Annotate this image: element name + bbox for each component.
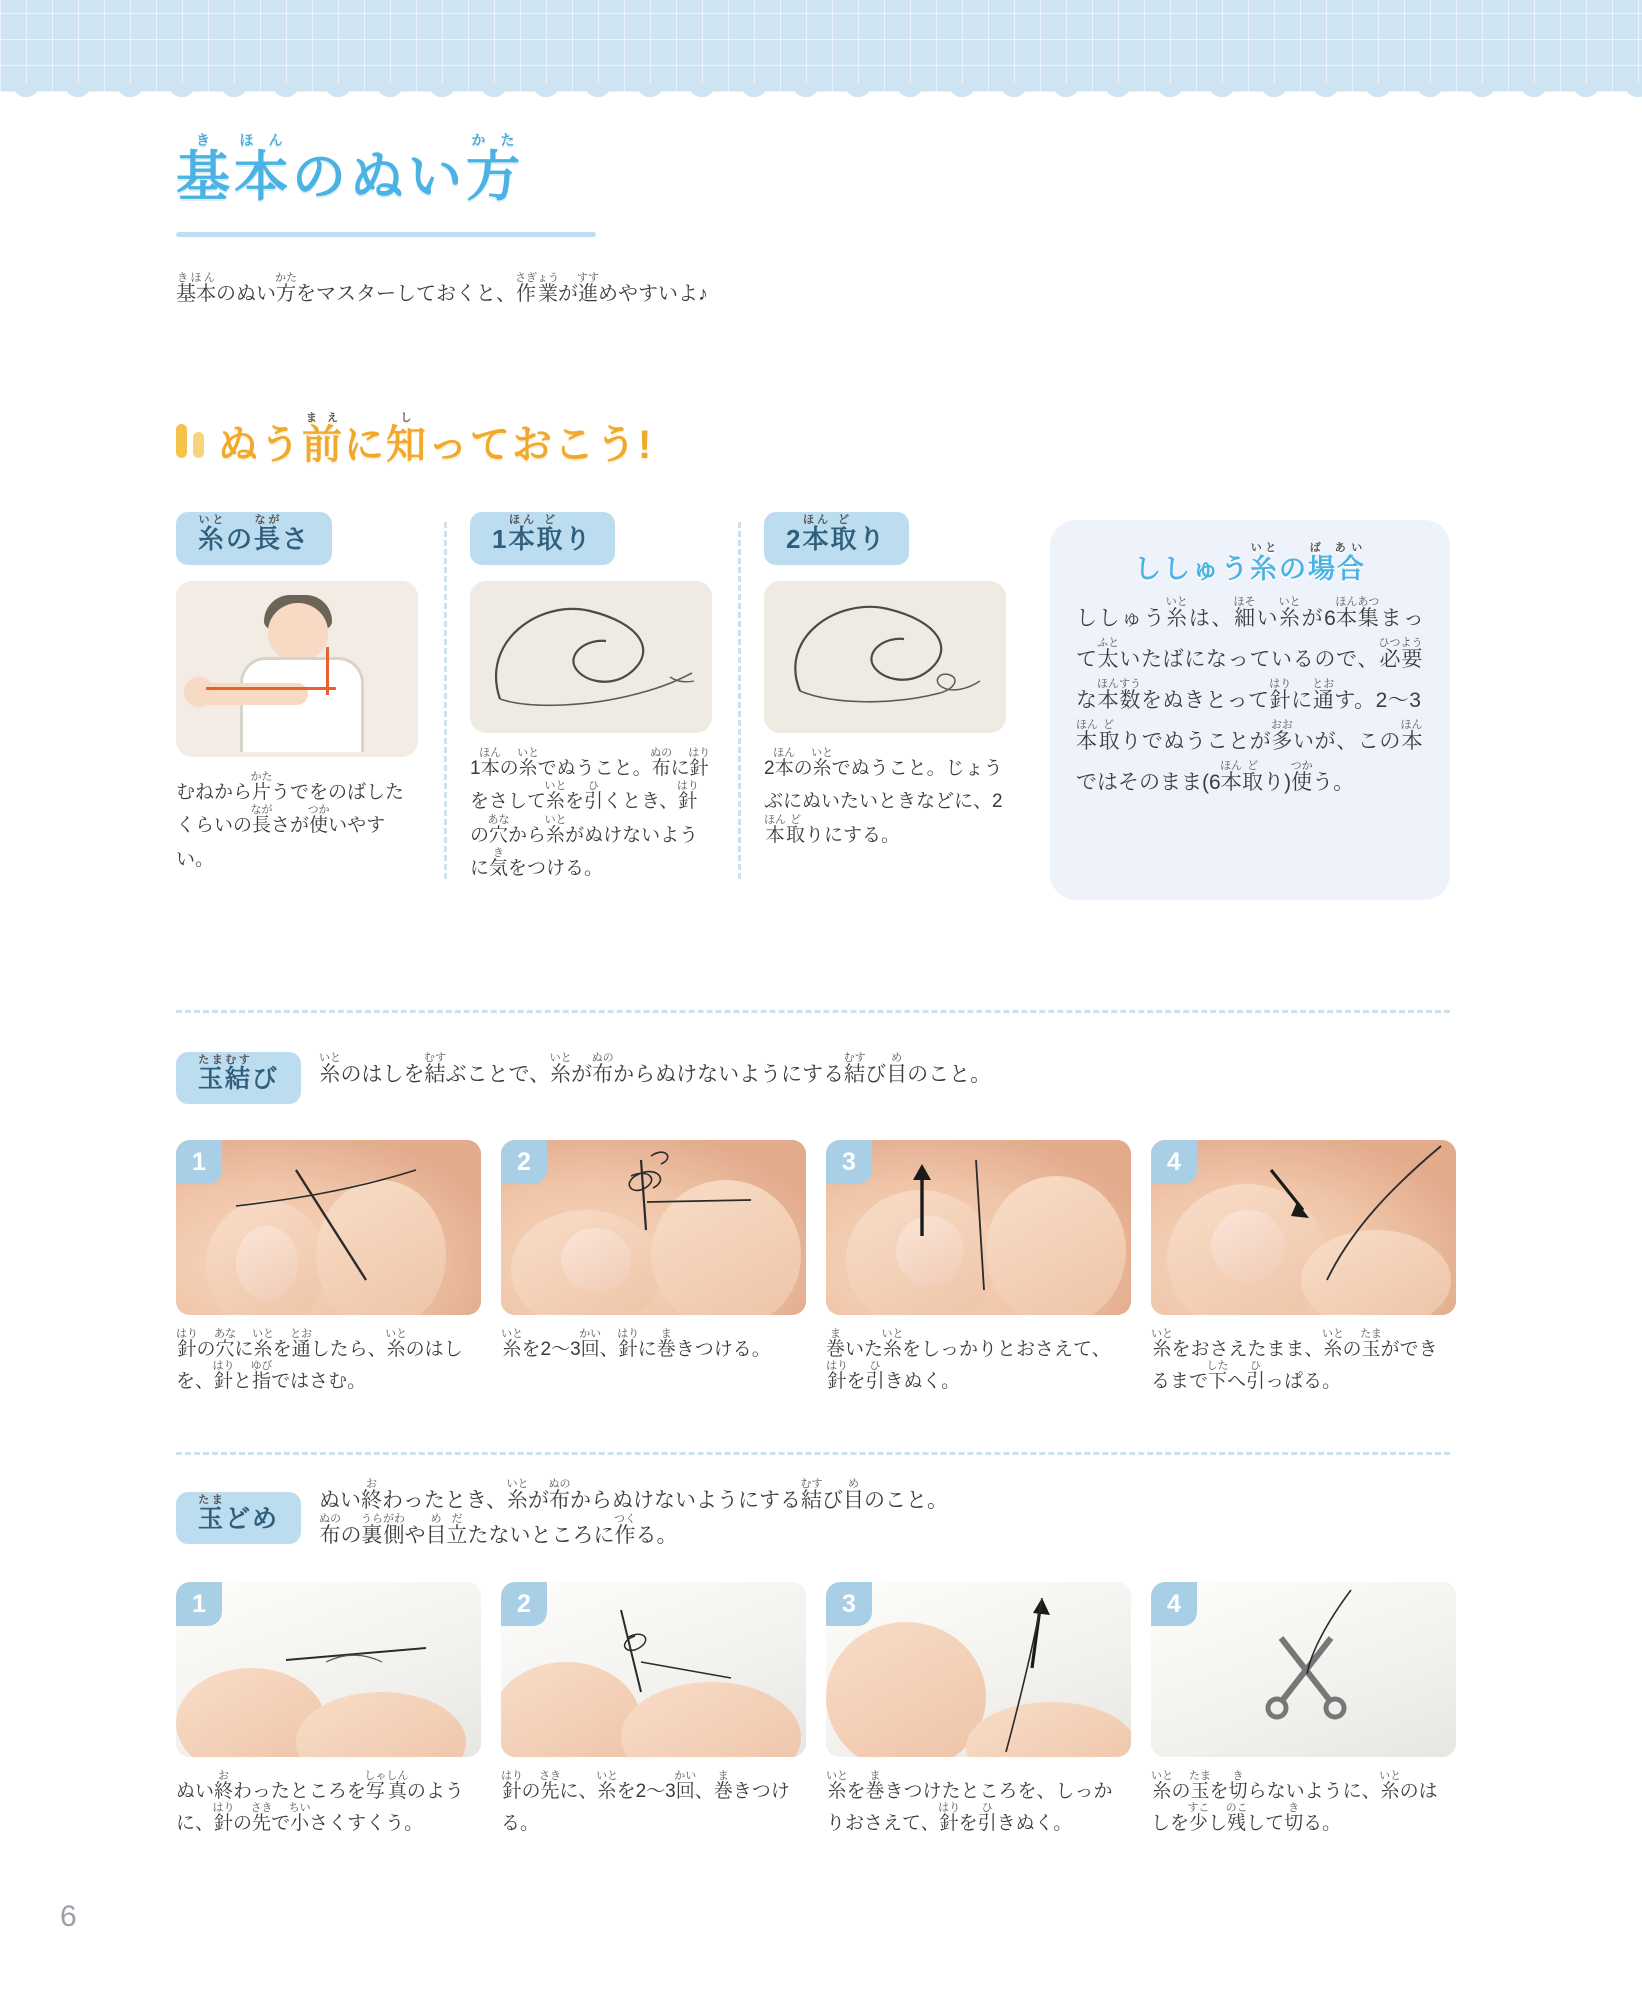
page-lede: 基本きほんのぬい方かたをマスターしておくと、作業さぎょうが進すすめやすいよ♪ bbox=[176, 272, 708, 305]
needle-thread-through-eye-photo bbox=[176, 1140, 481, 1315]
knot-end-steps bbox=[176, 1582, 1450, 1841]
needle-icon bbox=[764, 581, 1006, 733]
card-label: 1本ほん取どり bbox=[470, 512, 615, 565]
boy-measuring-thread-illustration bbox=[176, 581, 418, 757]
needle-single-thread-photo bbox=[470, 581, 712, 733]
step-item bbox=[826, 1582, 1131, 1841]
embroidery-floss-note bbox=[1050, 520, 1450, 900]
step-caption: 針はりの先さきに、糸いとを2〜3回かい、巻まきつける。 bbox=[501, 1770, 790, 1835]
cut-thread-leaving-tail-photo bbox=[1151, 1582, 1456, 1757]
step-caption: 糸いとの玉たまを切きらないように、糸いとのはしを少すこし残のこして切きる。 bbox=[1151, 1770, 1438, 1835]
section-marker-icon bbox=[176, 424, 204, 458]
section-divider bbox=[176, 1452, 1450, 1455]
card-caption: むねから片かたうでをのばしたくらいの長ながさが使つかいやすい。 bbox=[176, 771, 405, 870]
page-number: 6 bbox=[60, 1900, 77, 1933]
title-underline bbox=[176, 232, 596, 237]
step-caption: ぬい終おわったところを写真しゃしんのように、針はりの先さきで小ちいさくすくう。 bbox=[176, 1770, 464, 1835]
section-title: ぬう前まえに知しっておこう! bbox=[218, 412, 654, 467]
step-number: 4 bbox=[1151, 1582, 1197, 1626]
step-item bbox=[176, 1582, 481, 1841]
needle-tip-small-stitch-photo bbox=[176, 1582, 481, 1757]
section-header bbox=[176, 412, 653, 470]
decorative-top-band bbox=[0, 0, 1642, 92]
step-number: 2 bbox=[501, 1140, 547, 1184]
hold-and-pull-needle-photo bbox=[826, 1582, 1131, 1757]
page-title: 基き本ほんのぬい方かた bbox=[176, 132, 524, 207]
note-body: ししゅう糸いとは、細ほそい糸いとが6本集ほんあつまって太ふといたばになっているので、必要ひつような本数ほんすうをぬきとって針はりに通とおす。2〜3本ほん取どりでぬうことが多おおいが、この本ほんではそのまま(6本ほん取どり)使つかう。 bbox=[1076, 596, 1424, 794]
step-number: 2 bbox=[501, 1582, 547, 1626]
step-caption: 巻まいた糸いとをしっかりとおさえて、針はりを引ひきぬく。 bbox=[826, 1328, 1111, 1393]
card-thread-length bbox=[176, 512, 444, 885]
card-single-thread bbox=[444, 512, 738, 885]
basics-card-row bbox=[176, 512, 1036, 885]
card-label: 糸いとの長ながさ bbox=[176, 512, 332, 565]
card-divider bbox=[444, 522, 447, 879]
knot-start-description: 糸いとのはしを結むすぶことで、糸いとが布ぬのからぬけないようにする結むすび目めのこと。 bbox=[319, 1052, 992, 1086]
step-item bbox=[501, 1140, 806, 1399]
wrap-thread-on-needle-tip-photo bbox=[501, 1582, 806, 1757]
card-caption: 2本ほんの糸いとでぬうこと。じょうぶにぬいたいときなどに、2本ほん取どりにする。 bbox=[764, 747, 1003, 846]
wrap-thread-around-needle-photo bbox=[501, 1140, 806, 1315]
step-number: 3 bbox=[826, 1140, 872, 1184]
step-number: 4 bbox=[1151, 1140, 1197, 1184]
note-title: ししゅう糸いとの場合ば あい bbox=[1134, 542, 1366, 584]
step-item bbox=[176, 1140, 481, 1399]
step-item bbox=[501, 1582, 806, 1841]
knot-end-label: 玉たまどめ bbox=[176, 1492, 301, 1544]
step-caption: 糸いとを2〜3回かい、針はりに巻まきつける。 bbox=[501, 1328, 771, 1360]
knot-end-description: ぬい終おわったとき、糸いとが布ぬのからぬけないようにする結むすび目めのこと。 布ぬのの裏側うらがわや目立めだたないところに作つくる。 bbox=[319, 1478, 948, 1547]
knot-start-steps bbox=[176, 1140, 1450, 1399]
knot-start-label: 玉結たまむすび bbox=[176, 1052, 301, 1104]
decorative-scallop-edge bbox=[0, 84, 1642, 110]
step-item bbox=[826, 1140, 1131, 1399]
step-number: 1 bbox=[176, 1140, 222, 1184]
step-number: 3 bbox=[826, 1582, 872, 1626]
card-double-thread bbox=[738, 512, 1032, 885]
card-caption: 1本ほんの糸いとでぬうこと。布ぬのに針はりをさして糸いとを引ひくとき、針はりの穴あなから糸いとがぬけないように気きをつける。 bbox=[470, 747, 711, 879]
step-caption: 糸いとをおさえたまま、糸いとの玉たまができるまで下したへ引ひっぱる。 bbox=[1151, 1328, 1438, 1393]
hold-wraps-pull-needle-photo bbox=[826, 1140, 1131, 1315]
step-item bbox=[1151, 1140, 1456, 1399]
needle-icon bbox=[470, 581, 712, 733]
card-label: 2本ほん取どり bbox=[764, 512, 909, 565]
step-item bbox=[1151, 1582, 1456, 1841]
section-divider bbox=[176, 1010, 1450, 1013]
page-title-block bbox=[176, 132, 616, 208]
knot-end-header bbox=[176, 1478, 1450, 1553]
needle-double-thread-photo bbox=[764, 581, 1006, 733]
knot-start-header bbox=[176, 1052, 1450, 1104]
step-number: 1 bbox=[176, 1582, 222, 1626]
step-caption: 針はりの穴あなに糸いとを通とおしたら、糸いとのはしを、針はりと指ゆびではさむ。 bbox=[176, 1328, 463, 1393]
pull-down-to-form-knot-photo bbox=[1151, 1140, 1456, 1315]
step-caption: 糸いとを巻まきつけたところを、しっかりおさえて、針はりを引ひきぬく。 bbox=[826, 1770, 1113, 1835]
card-divider bbox=[738, 522, 741, 879]
